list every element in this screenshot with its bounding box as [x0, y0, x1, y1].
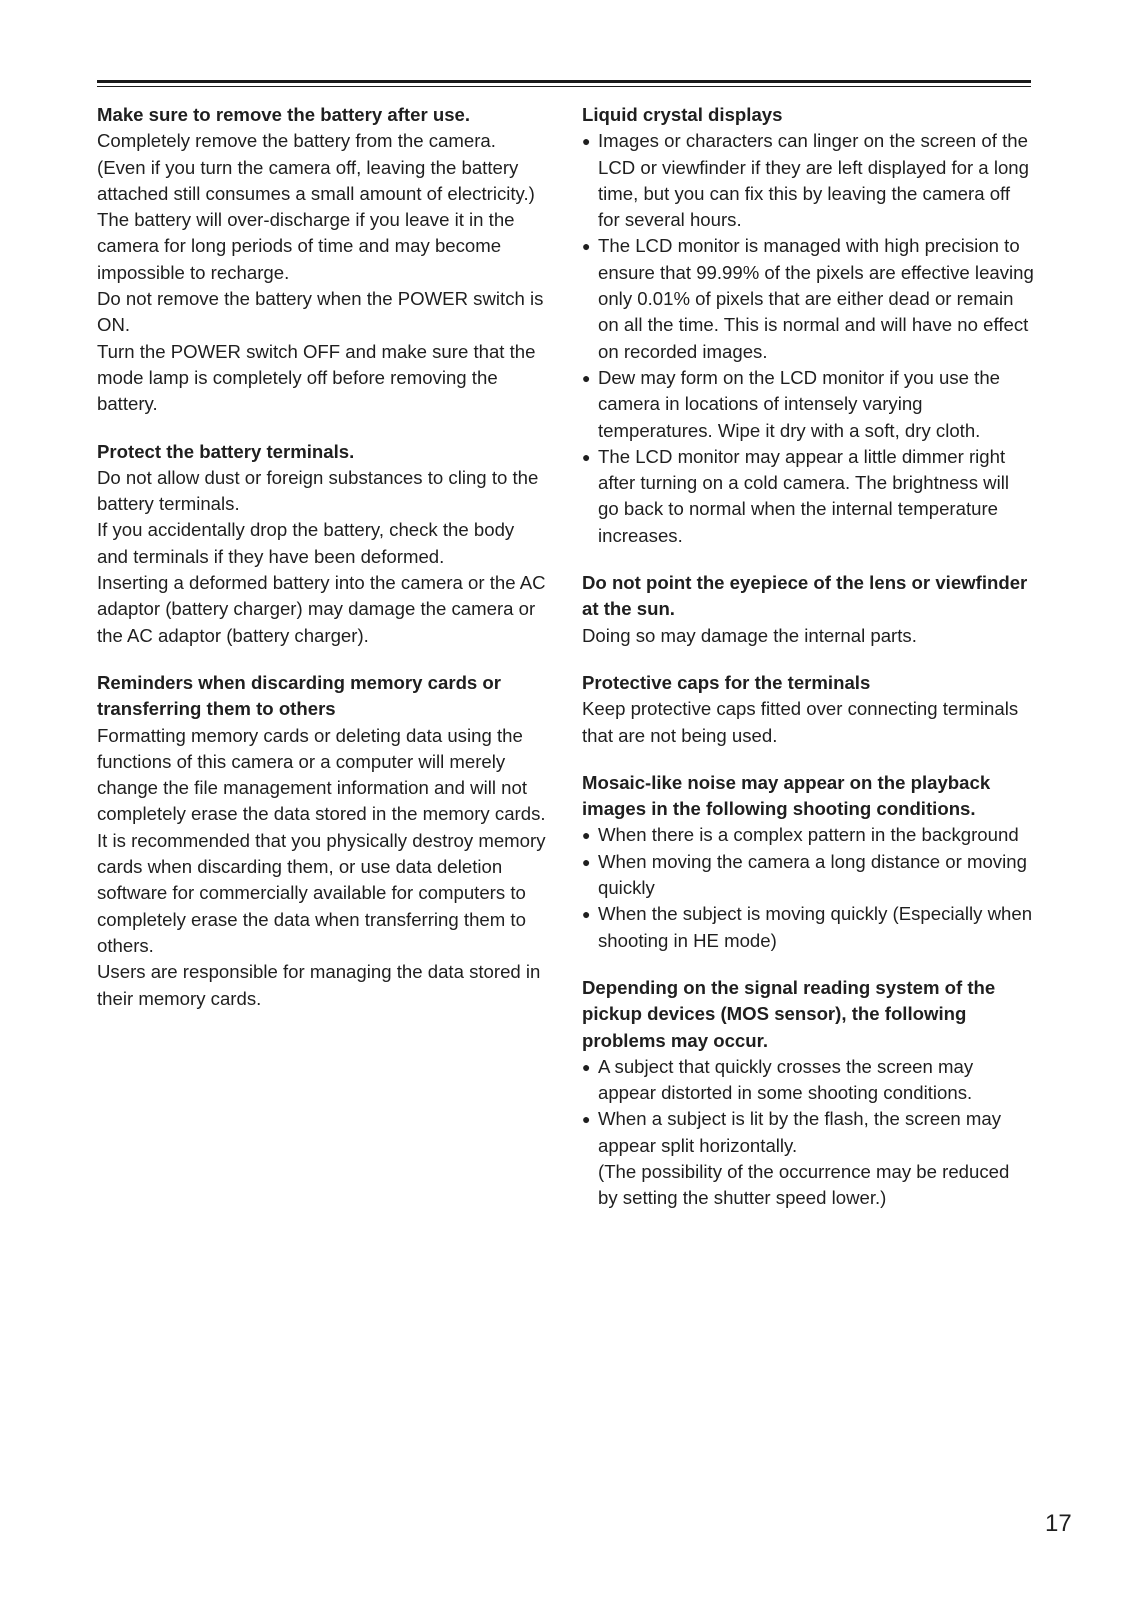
list-item: [582, 128, 1034, 233]
battery-removal-para-2: Do not remove the battery when the POWER switch is ON.: [97, 288, 544, 336]
mos-sensor-heading: Depending on the signal reading system of the pickup devices (MOS sensor), the following problems may occur.: [582, 976, 996, 1051]
mosaic-bullet-text: When there is a complex pattern in the background: [598, 824, 1019, 846]
protective-caps-section: [582, 670, 1034, 749]
eyepiece-text: Doing so may damage the internal parts.: [582, 624, 917, 646]
memory-cards-heading: Reminders when discarding memory cards or transferring them to others: [97, 671, 502, 720]
list-item: [582, 822, 1034, 848]
lcd-bullet-list: [582, 128, 1034, 549]
battery-terminals-para-1: Do not allow dust or foreign substances to cling to the battery terminals.: [97, 466, 539, 515]
protective-caps-text: Keep protective caps fitted over connecting terminals that are not being used.: [582, 698, 1019, 746]
protective-caps-heading: Protective caps for the terminals: [582, 671, 871, 693]
eyepiece-heading: Do not point the eyepiece of the lens or viewfinder at the sun.: [582, 572, 1028, 620]
list-item: [582, 1106, 1034, 1211]
list-item: [582, 233, 1034, 364]
battery-removal-section: [97, 102, 549, 418]
lcd-heading: Liquid crystal displays: [582, 104, 783, 125]
page-number: 17: [1045, 1510, 1072, 1537]
battery-removal-para-1: Completely remove the battery from the camera. (Even if you turn the camera off, leaving the battery attached still consumes a small amount of electricity.) The battery will over-discharge if you leave it in the camera for long periods of time and may become impossible to recharge.: [97, 130, 535, 283]
bullet-icon: ●: [582, 1111, 591, 1128]
memory-cards-para-2: Users are responsible for managing the data stored in their memory cards.: [97, 961, 541, 1009]
battery-terminals-section: [97, 439, 549, 649]
bullet-icon: ●: [582, 1058, 591, 1075]
bullet-icon: ●: [582, 238, 591, 255]
right-column: [582, 102, 1034, 1233]
memory-cards-section: [97, 670, 549, 1012]
header-rule-thin: [97, 86, 1031, 87]
bullet-icon: ●: [582, 369, 591, 386]
mos-bullet-text: A subject that quickly crosses the screen may appear distorted in some shooting conditions.: [598, 1055, 974, 1104]
bullet-icon: ●: [582, 853, 591, 870]
lcd-bullet-text: The LCD monitor is managed with high precision to ensure that 99.99% of the pixels are effective leaving only 0.01% of pixels that are either dead or remain on all the time. This is normal and will have no effect on recorded images.: [598, 235, 1034, 362]
battery-terminals-heading: Protect the battery terminals.: [97, 440, 355, 462]
mosaic-bullet-text: When moving the camera a long distance or moving quickly: [598, 850, 1027, 899]
lcd-bullet-text: Dew may form on the LCD monitor if you use the camera in locations of intensely varying temperatures. Wipe it dry with a soft, dry cloth.: [598, 366, 1000, 441]
mosaic-noise-heading: Mosaic-like noise may appear on the playback images in the following shooting conditions.: [582, 771, 991, 820]
battery-terminals-para-3: Inserting a deformed battery into the camera or the AC adaptor (battery charger) may damage the camera or the AC adaptor (battery charger).: [97, 572, 546, 646]
eyepiece-section: [582, 570, 1034, 649]
list-item: [582, 1054, 1034, 1107]
list-item: [582, 901, 1034, 954]
bullet-icon: ●: [582, 906, 591, 923]
mosaic-bullet-list: [582, 822, 1034, 953]
list-item: [582, 444, 1034, 549]
list-item: [582, 849, 1034, 902]
battery-removal-heading: Make sure to remove the battery after use.: [97, 104, 471, 125]
battery-terminals-para-2: If you accidentally drop the battery, check the body and terminals if they have been deformed.: [97, 519, 515, 567]
lcd-bullet-text: The LCD monitor may appear a little dimmer right after turning on a cold camera. The brightness will go back to normal when the internal temperature increases.: [598, 445, 1009, 546]
battery-removal-para-3: Turn the POWER switch OFF and make sure that the mode lamp is completely off before removing the battery.: [97, 340, 536, 415]
lcd-section: [582, 102, 1034, 549]
left-column: [97, 102, 549, 1033]
mosaic-bullet-text: When the subject is moving quickly (Especially when shooting in HE mode): [598, 903, 1033, 951]
header-rule: [97, 80, 1031, 88]
memory-cards-para-1: Formatting memory cards or deleting data using the functions of this camera or a computer will merely change the file management information and will not completely erase the data stored in the memory cards. It is recommended that you physically destroy memory cards when discarding them, or use data deletion software for commercially available for computers to completely erase the data when transferring them to others.: [97, 724, 546, 956]
mos-note: (The possibility of the occurrence may be reduced by setting the shutter speed lower.): [598, 1160, 1010, 1209]
mos-bullet-list: [582, 1054, 1034, 1212]
lcd-bullet-text: Images or characters can linger on the screen of the LCD or viewfinder if they are left displayed for a long time, but you can fix this by leaving the camera off for several hours.: [598, 130, 1029, 231]
list-item: [582, 365, 1034, 444]
bullet-icon: ●: [582, 827, 591, 844]
bullet-icon: ●: [582, 133, 591, 150]
mos-sensor-section: [582, 975, 1034, 1212]
mosaic-noise-section: [582, 770, 1034, 954]
header-rule-thick: [97, 80, 1031, 83]
bullet-icon: ●: [582, 448, 591, 465]
mos-bullet-text: When a subject is lit by the flash, the screen may appear split horizontally.: [598, 1108, 1002, 1156]
